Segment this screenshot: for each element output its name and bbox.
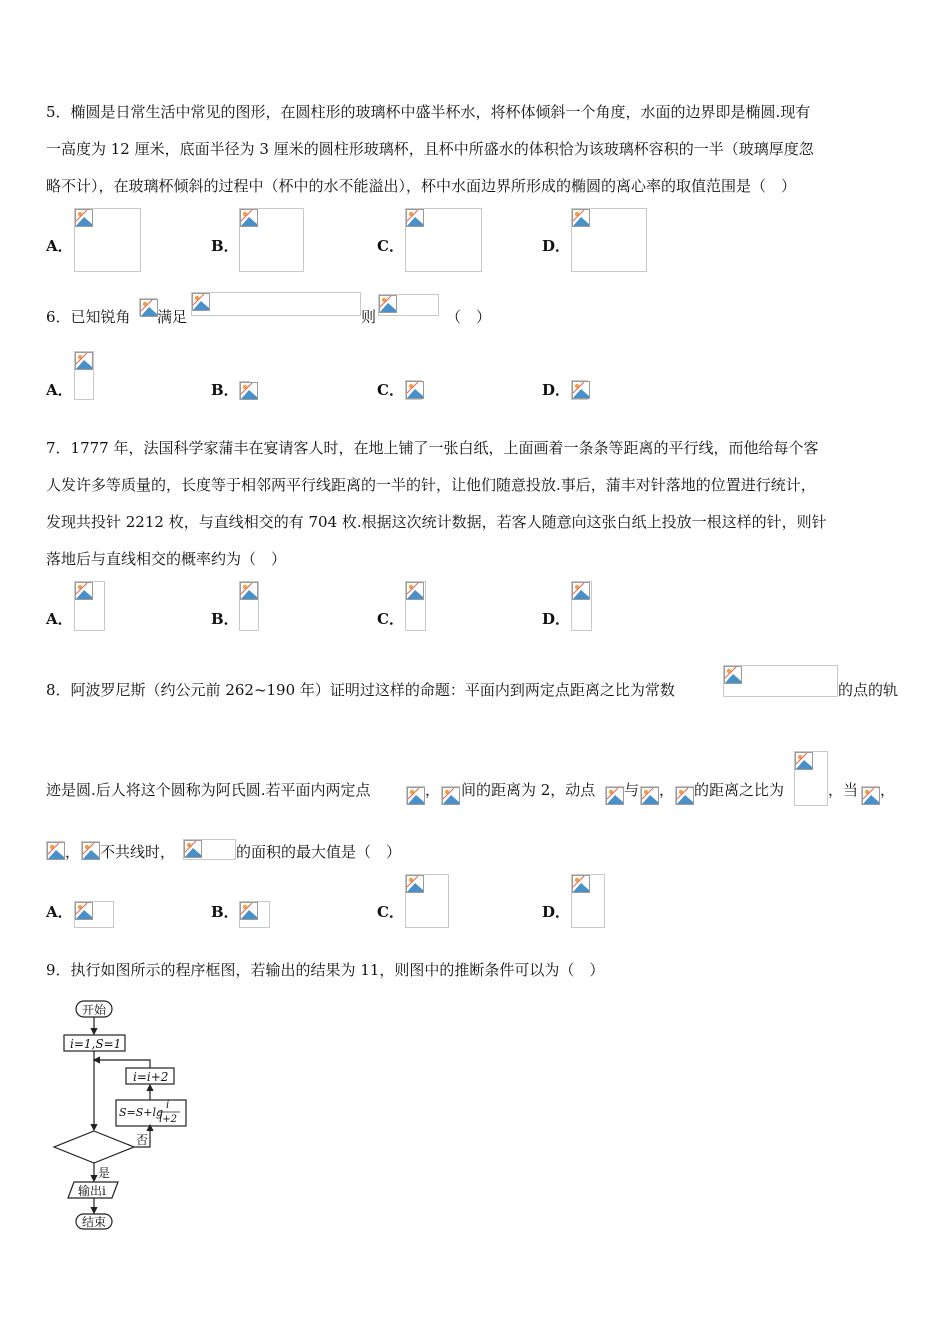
q8-comma-3: ， (880, 781, 896, 799)
q7-option-c-label: C． (377, 610, 404, 628)
q7-option-d-image (571, 581, 592, 631)
q8-option-d-label: D． (542, 903, 571, 921)
q8-option-b-label: B． (211, 903, 239, 921)
start-label: 开始 (82, 1003, 107, 1017)
q8-point-b-image (441, 786, 460, 805)
q6-option-c-label: C． (377, 381, 404, 399)
broken-image-icon (407, 787, 425, 805)
q6-option-b-image (239, 381, 250, 400)
q8-point-p2-image (861, 786, 880, 805)
no-label: 否 (136, 1133, 149, 1147)
q8-point-a3-image (46, 841, 65, 860)
broken-image-icon (606, 787, 624, 805)
broken-image-icon (572, 209, 590, 227)
broken-image-icon (724, 666, 742, 684)
q8-point-b3-image (81, 841, 100, 860)
increment-label: i=i+2 (133, 1070, 169, 1084)
q8-line-2b: 间的距离为 2，动点 (461, 781, 596, 799)
broken-image-icon (676, 787, 694, 805)
q6-option-a-label: A． (46, 381, 73, 399)
q6-prefix: 6．已知锐角 (46, 308, 131, 326)
q8-option-d-image (571, 874, 605, 928)
broken-image-icon (82, 842, 100, 860)
q8-line-2c: 的距离之比为 (694, 781, 785, 799)
q8-option-c-image (405, 874, 449, 928)
q8-line-1a: 8．阿波罗尼斯（约公元前 262~190 年）证明过这样的命题：平面内到两定点距离之比为常数 (46, 681, 675, 699)
q8-line-3b: 的面积的最大值是（ ） (236, 843, 402, 861)
q8-point-a-image (406, 786, 425, 805)
q7-option-d-label: D． (542, 610, 571, 628)
q8-point-b2-image (675, 786, 694, 805)
init-label: i=1,S=1 (70, 1037, 122, 1051)
q8-line-2a: 迹是圆.后人将这个圆称为阿氏圆.若平面内两定点 (46, 781, 371, 799)
q8-triangle-image (183, 839, 236, 860)
q6-option-c-image (405, 380, 422, 400)
q8-constant-image (723, 665, 838, 697)
yes-label: 是 (98, 1166, 111, 1180)
q8-option-a-label: A． (46, 903, 73, 921)
broken-image-icon (75, 209, 93, 227)
broken-image-icon (379, 295, 397, 313)
q6-angle-image (139, 298, 157, 316)
q7-option-b-image (239, 581, 259, 631)
q6-paren: （ ） (446, 308, 492, 326)
broken-image-icon (75, 352, 93, 370)
q5-option-d-image (571, 208, 647, 272)
q8-option-a-image (74, 901, 114, 928)
q7-line-1: 7．1777 年，法国科学家蒲丰在宴请客人时，在地上铺了一张白纸，上面画着一条条等距离的平行线，而他给每个客 (46, 439, 819, 457)
broken-image-icon (47, 842, 65, 860)
broken-image-icon (140, 299, 158, 317)
q7-line-3: 发现共投针 2212 枚，与直线相交的有 704 枚.根据这次统计数据，若客人随意向这张白纸上投放一根这样的针，则针 (46, 513, 827, 531)
output-label: 输出i (78, 1184, 106, 1198)
q7-line-2: 人发许多等质量的，长度等于相邻两平行线距离的一半的针，让他们随意投放.事后，蒲丰对针落地的位置进行统计， (46, 476, 816, 494)
q6-option-b-label: B． (211, 381, 239, 399)
broken-image-icon (75, 902, 93, 920)
q5-option-b-label: B． (211, 237, 239, 255)
update-label: S=S+lg (119, 1106, 164, 1119)
q9-question: 9．执行如图所示的程序框图，若输出的结果为 11，则图中的推断条件可以为（ ） (46, 961, 605, 979)
q8-with: 与 (624, 781, 640, 799)
q8-comma-2: ， (659, 781, 675, 799)
q8-line-1b: 的点的轨 (838, 681, 899, 699)
q8-comma-4: ， (65, 843, 81, 861)
q5-line-3: 略不计），在玻璃杯倾斜的过程中（杯中的水不能溢出），杯中水面边界所形成的椭圆的离心率的取值范围是（ ） (46, 177, 797, 195)
fraction-numerator: i (166, 1100, 170, 1111)
q7-option-a-image (74, 581, 105, 631)
broken-image-icon (240, 902, 258, 920)
q8-point-p-image (605, 786, 624, 805)
q8-when: ，当 (828, 781, 859, 799)
q7-option-a-label: A． (46, 610, 73, 628)
broken-image-icon (240, 582, 258, 600)
q5-option-c-label: C． (377, 237, 404, 255)
broken-image-icon (641, 787, 659, 805)
q8-option-b-image (239, 901, 270, 928)
q6-option-a-image (74, 351, 94, 400)
broken-image-icon (572, 381, 590, 399)
q6-option-d-label: D． (542, 381, 571, 399)
q6-then: 则 (361, 308, 377, 326)
q6-condition-image (191, 292, 361, 316)
q6-satisfies: 满足 (157, 308, 188, 326)
broken-image-icon (406, 209, 424, 227)
fraction-denominator: i+2 (159, 1114, 177, 1125)
broken-image-icon (406, 582, 424, 600)
broken-image-icon (442, 787, 460, 805)
broken-image-icon (406, 381, 424, 399)
broken-image-icon (240, 382, 250, 400)
q7-option-b-label: B． (211, 610, 239, 628)
end-label: 结束 (82, 1215, 107, 1229)
q5-option-c-image (405, 208, 482, 272)
q8-line-3a: 不共线时， (100, 843, 176, 861)
q5-option-a-label: A． (46, 237, 73, 255)
flowchart (46, 998, 216, 1234)
broken-image-icon (192, 293, 210, 311)
q8-option-c-label: C． (377, 903, 404, 921)
q5-option-d-label: D． (542, 237, 571, 255)
q6-expression-image (378, 294, 439, 316)
q5-option-a-image (74, 208, 141, 272)
decision-diamond (54, 1131, 134, 1163)
q5-option-b-image (239, 208, 304, 272)
q7-line-4: 落地后与直线相交的概率约为（ ） (46, 550, 287, 568)
q8-comma-1: ， (425, 781, 441, 799)
q8-point-a2-image (640, 786, 659, 805)
broken-image-icon (184, 840, 202, 858)
broken-image-icon (862, 787, 880, 805)
broken-image-icon (795, 752, 813, 770)
broken-image-icon (572, 875, 590, 893)
q5-line-1: 5．椭圆是日常生活中常见的图形，在圆柱形的玻璃杯中盛半杯水，将杯体倾斜一个角度，水面的边界即是椭圆.现有 (46, 103, 811, 121)
q7-option-c-image (405, 581, 426, 631)
broken-image-icon (75, 582, 93, 600)
q5-line-2: 一高度为 12 厘米，底面半径为 3 厘米的圆柱形玻璃杯，且杯中所盛水的体积恰为该玻璃杯容积的一半（玻璃厚度忽 (46, 140, 814, 158)
broken-image-icon (406, 875, 424, 893)
q8-ratio-image (794, 751, 828, 806)
q6-option-d-image (571, 380, 588, 400)
broken-image-icon (240, 209, 258, 227)
broken-image-icon (572, 582, 590, 600)
